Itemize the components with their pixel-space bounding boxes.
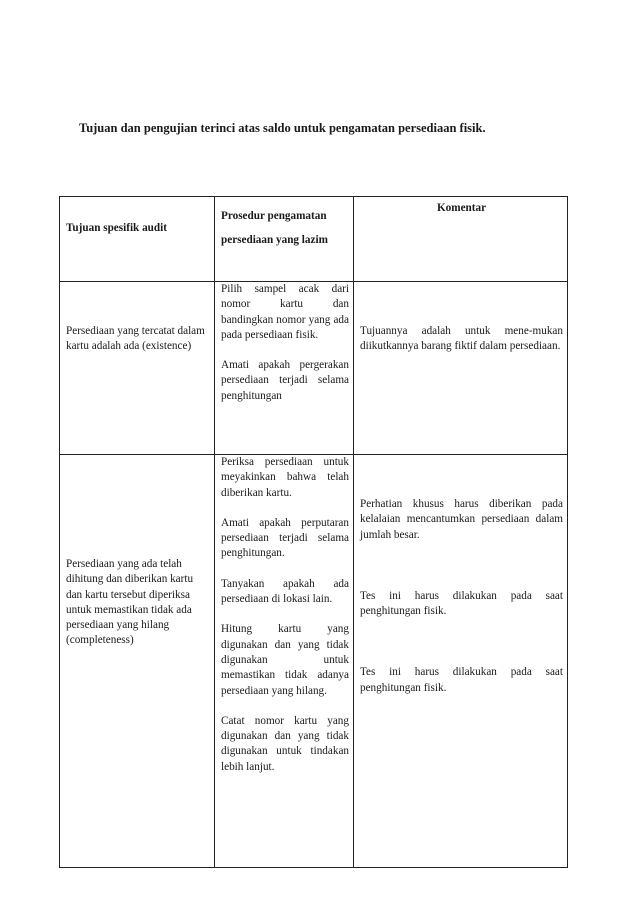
comment-text: Tes ini harus dilakukan pada saat penghitungan fisik. bbox=[360, 666, 563, 694]
table-row bbox=[60, 455, 568, 868]
header-procedure bbox=[215, 197, 354, 282]
procedure-item: Periksa persediaan untuk meyakinkan bahwa telah diberikan kartu. bbox=[221, 456, 349, 499]
comment-text: Tes ini harus dilakukan pada saat penghitungan fisik. bbox=[360, 589, 563, 618]
comment-text: Perhatian khusus harus diberikan pada kelalaian mencantumkan persediaan dalam jumlah besar. bbox=[360, 498, 563, 541]
procedure-item: Amati apakah perputaran persediaan terjadi selama penghitungan. bbox=[221, 516, 349, 560]
procedure-item: Tanyakan apakah ada persediaan di lokasi lain. bbox=[221, 577, 349, 606]
objective-text: Persediaan yang tercatat dalam kartu adalah ada (existence) bbox=[66, 325, 205, 353]
header-objective-label: Tujuan spesifik audit bbox=[66, 222, 167, 234]
header-comment bbox=[354, 197, 568, 282]
header-comment-label: Komentar bbox=[436, 202, 487, 214]
procedure-item: Pilih sampel acak dari nomor kartu dan bandingkan nomor yang ada pada persediaan fisik. bbox=[221, 283, 349, 341]
procedure-item: Catat nomor kartu yang digunakan dan yang tidak digunakan untuk tindakan lebih lanjut. bbox=[221, 714, 349, 773]
procedure-cell bbox=[215, 282, 354, 455]
comment-cell bbox=[354, 455, 568, 868]
header-procedure-line1: Prosedur pengamatan bbox=[221, 210, 327, 222]
table-header-row bbox=[60, 197, 568, 282]
objective-cell bbox=[60, 455, 215, 868]
objective-cell bbox=[60, 282, 215, 455]
page-title: Tujuan dan pengujian terinci atas saldo untuk pengamatan persediaan fisik. bbox=[79, 121, 486, 135]
procedure-item: Amati apakah pergerakan persediaan terjadi selama penghitungan bbox=[221, 359, 349, 402]
audit-table bbox=[59, 196, 568, 868]
table-row bbox=[60, 282, 568, 455]
comment-text: Tujuannya adalah untuk mene-mukan diikutkannya barang fiktif dalam persediaan. bbox=[360, 325, 563, 353]
header-procedure-line2: persediaan yang lazim bbox=[221, 234, 328, 247]
objective-text: Persediaan yang ada telah dihitung dan diberikan kartu dan kartu tersebut diperiksa untuk memastikan tidak ada persediaan yang hilang (completeness) bbox=[66, 558, 194, 647]
procedure-item: Hitung kartu yang digunakan dan yang tidak digunakan untuk memastikan tidak adanya persediaan yang hilang. bbox=[221, 623, 349, 697]
procedure-cell bbox=[215, 455, 354, 868]
header-objective bbox=[60, 197, 215, 282]
comment-cell bbox=[354, 282, 568, 455]
